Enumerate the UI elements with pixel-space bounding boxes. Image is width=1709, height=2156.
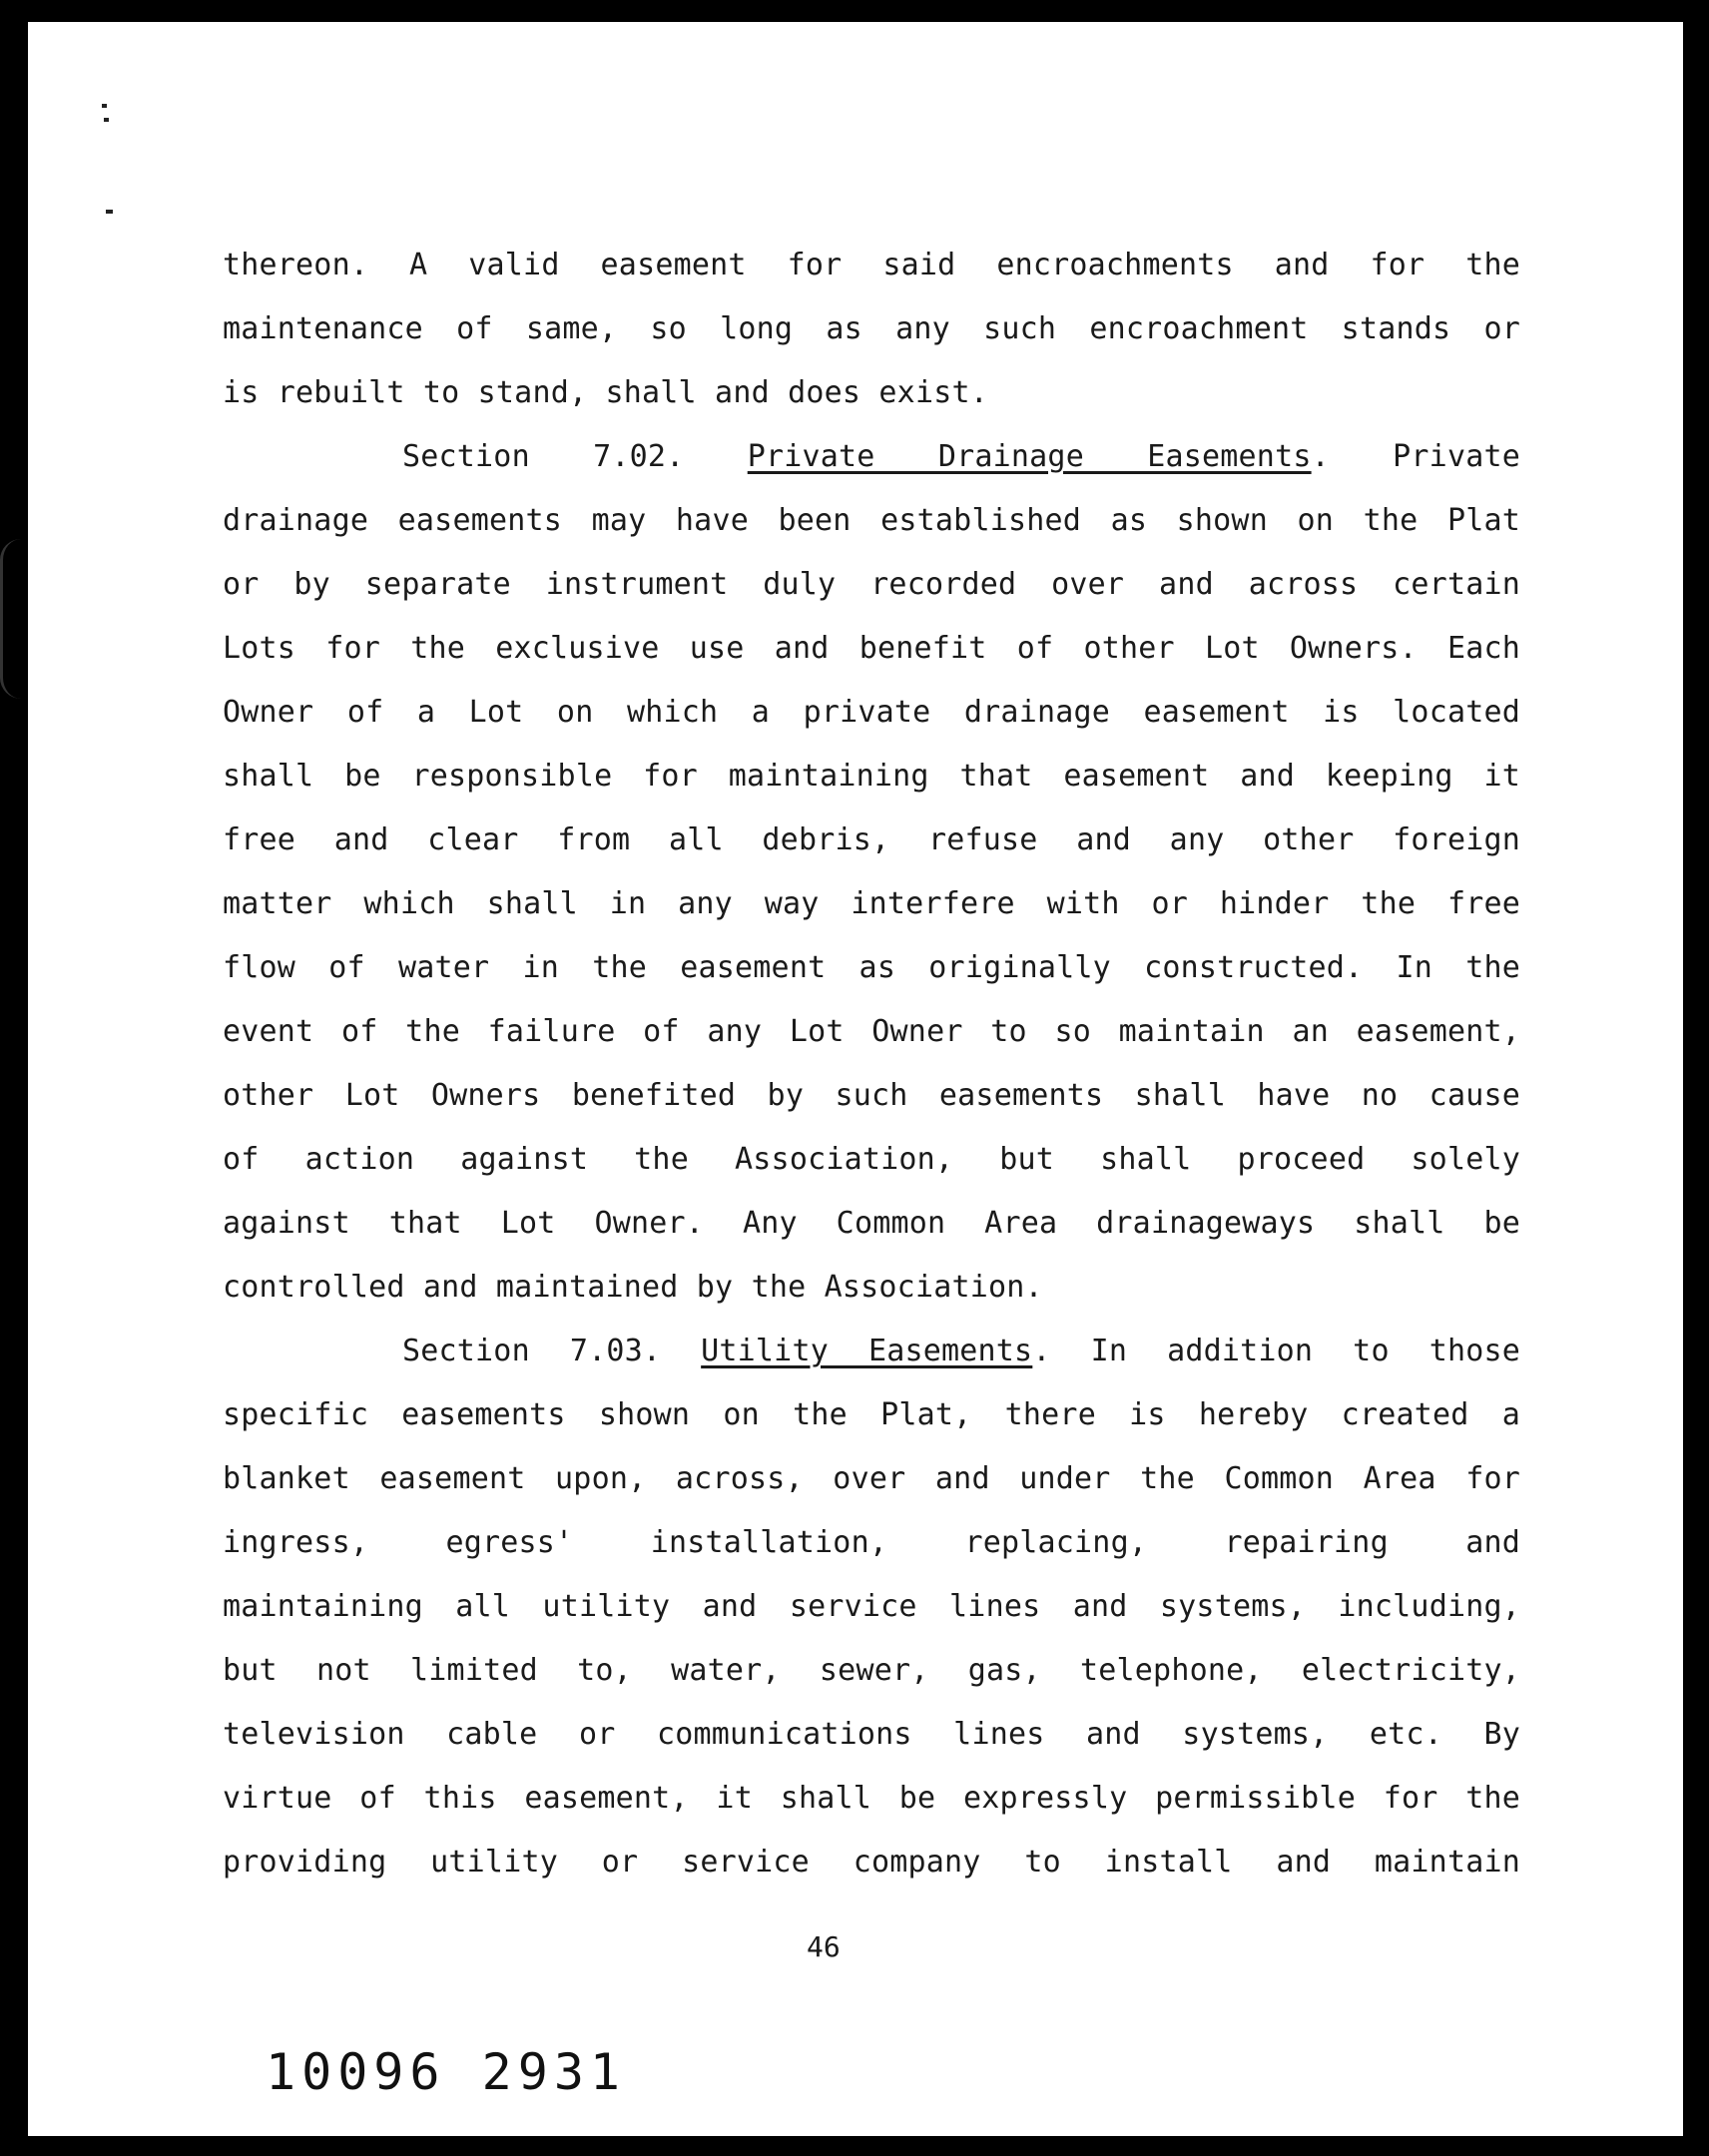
text-line: blanket easement upon, across, over and under the Common Area for <box>223 1461 1520 1496</box>
section-title: Private Drainage Easements <box>747 439 1312 474</box>
text-line: against that Lot Owner. Any Common Area drainageways shall be <box>223 1206 1520 1241</box>
text-line: other Lot Owners benefited by such easements shall have no cause <box>223 1078 1520 1113</box>
text-line: free and clear from all debris, refuse and any other foreign <box>223 822 1520 857</box>
text-line: specific easements shown on the Plat, there is hereby created a <box>223 1397 1520 1432</box>
document-code: 10096 2931 <box>266 2043 627 2101</box>
section-7-02-heading <box>223 425 1520 489</box>
text-line: flow of water in the easement as originally constructed. In the <box>223 950 1520 985</box>
text-line: maintenance of same, so long as any such encroachment stands or <box>223 311 1520 346</box>
section-7-03-heading <box>223 1320 1520 1383</box>
text-line: shall be responsible for maintaining that easement and keeping it <box>223 759 1520 794</box>
scan-speck <box>106 210 113 214</box>
scan-speck <box>104 118 109 122</box>
text-line: or by separate instrument duly recorded over and across certain <box>223 567 1520 602</box>
document-page <box>28 22 1683 2136</box>
text-line: matter which shall in any way interfere with or hinder the free <box>223 886 1520 921</box>
text-line: Owner of a Lot on which a private drainage easement is located <box>223 695 1520 730</box>
text-line: event of the failure of any Lot Owner to so maintain an easement, <box>223 1014 1520 1049</box>
body-text <box>223 234 1520 1894</box>
text-line: is rebuilt to stand, shall and does exist. <box>223 375 988 410</box>
section-label: Section 7.02. <box>402 439 685 474</box>
section-label: Section 7.03. <box>402 1334 662 1368</box>
text-line: thereon. A valid easement for said encroachments and for the <box>223 248 1520 282</box>
text-line: maintaining all utility and service lines and systems, including, <box>223 1589 1520 1624</box>
text-line: of action against the Association, but shall proceed solely <box>223 1142 1520 1177</box>
page-number: 46 <box>807 1930 841 1963</box>
section-continuation: . In addition to those <box>1032 1334 1521 1368</box>
text-line: controlled and maintained by the Association. <box>223 1270 1043 1305</box>
text-line: but not limited to, water, sewer, gas, telephone, electricity, <box>223 1653 1520 1688</box>
text-line: ingress, egress' installation, replacing, repairing and <box>223 1525 1520 1560</box>
section-continuation: . Private <box>1311 439 1520 474</box>
text-line: providing utility or service company to install and maintain <box>223 1845 1520 1880</box>
section-title: Utility Easements <box>701 1334 1033 1368</box>
binding-mark <box>0 539 21 699</box>
text-line: television cable or communications lines and systems, etc. By <box>223 1717 1520 1752</box>
scan-speck <box>102 104 107 108</box>
text-line: Lots for the exclusive use and benefit of other Lot Owners. Each <box>223 631 1520 666</box>
text-line: virtue of this easement, it shall be expressly permissible for the <box>223 1781 1520 1816</box>
text-line: drainage easements may have been established as shown on the Plat <box>223 503 1520 538</box>
